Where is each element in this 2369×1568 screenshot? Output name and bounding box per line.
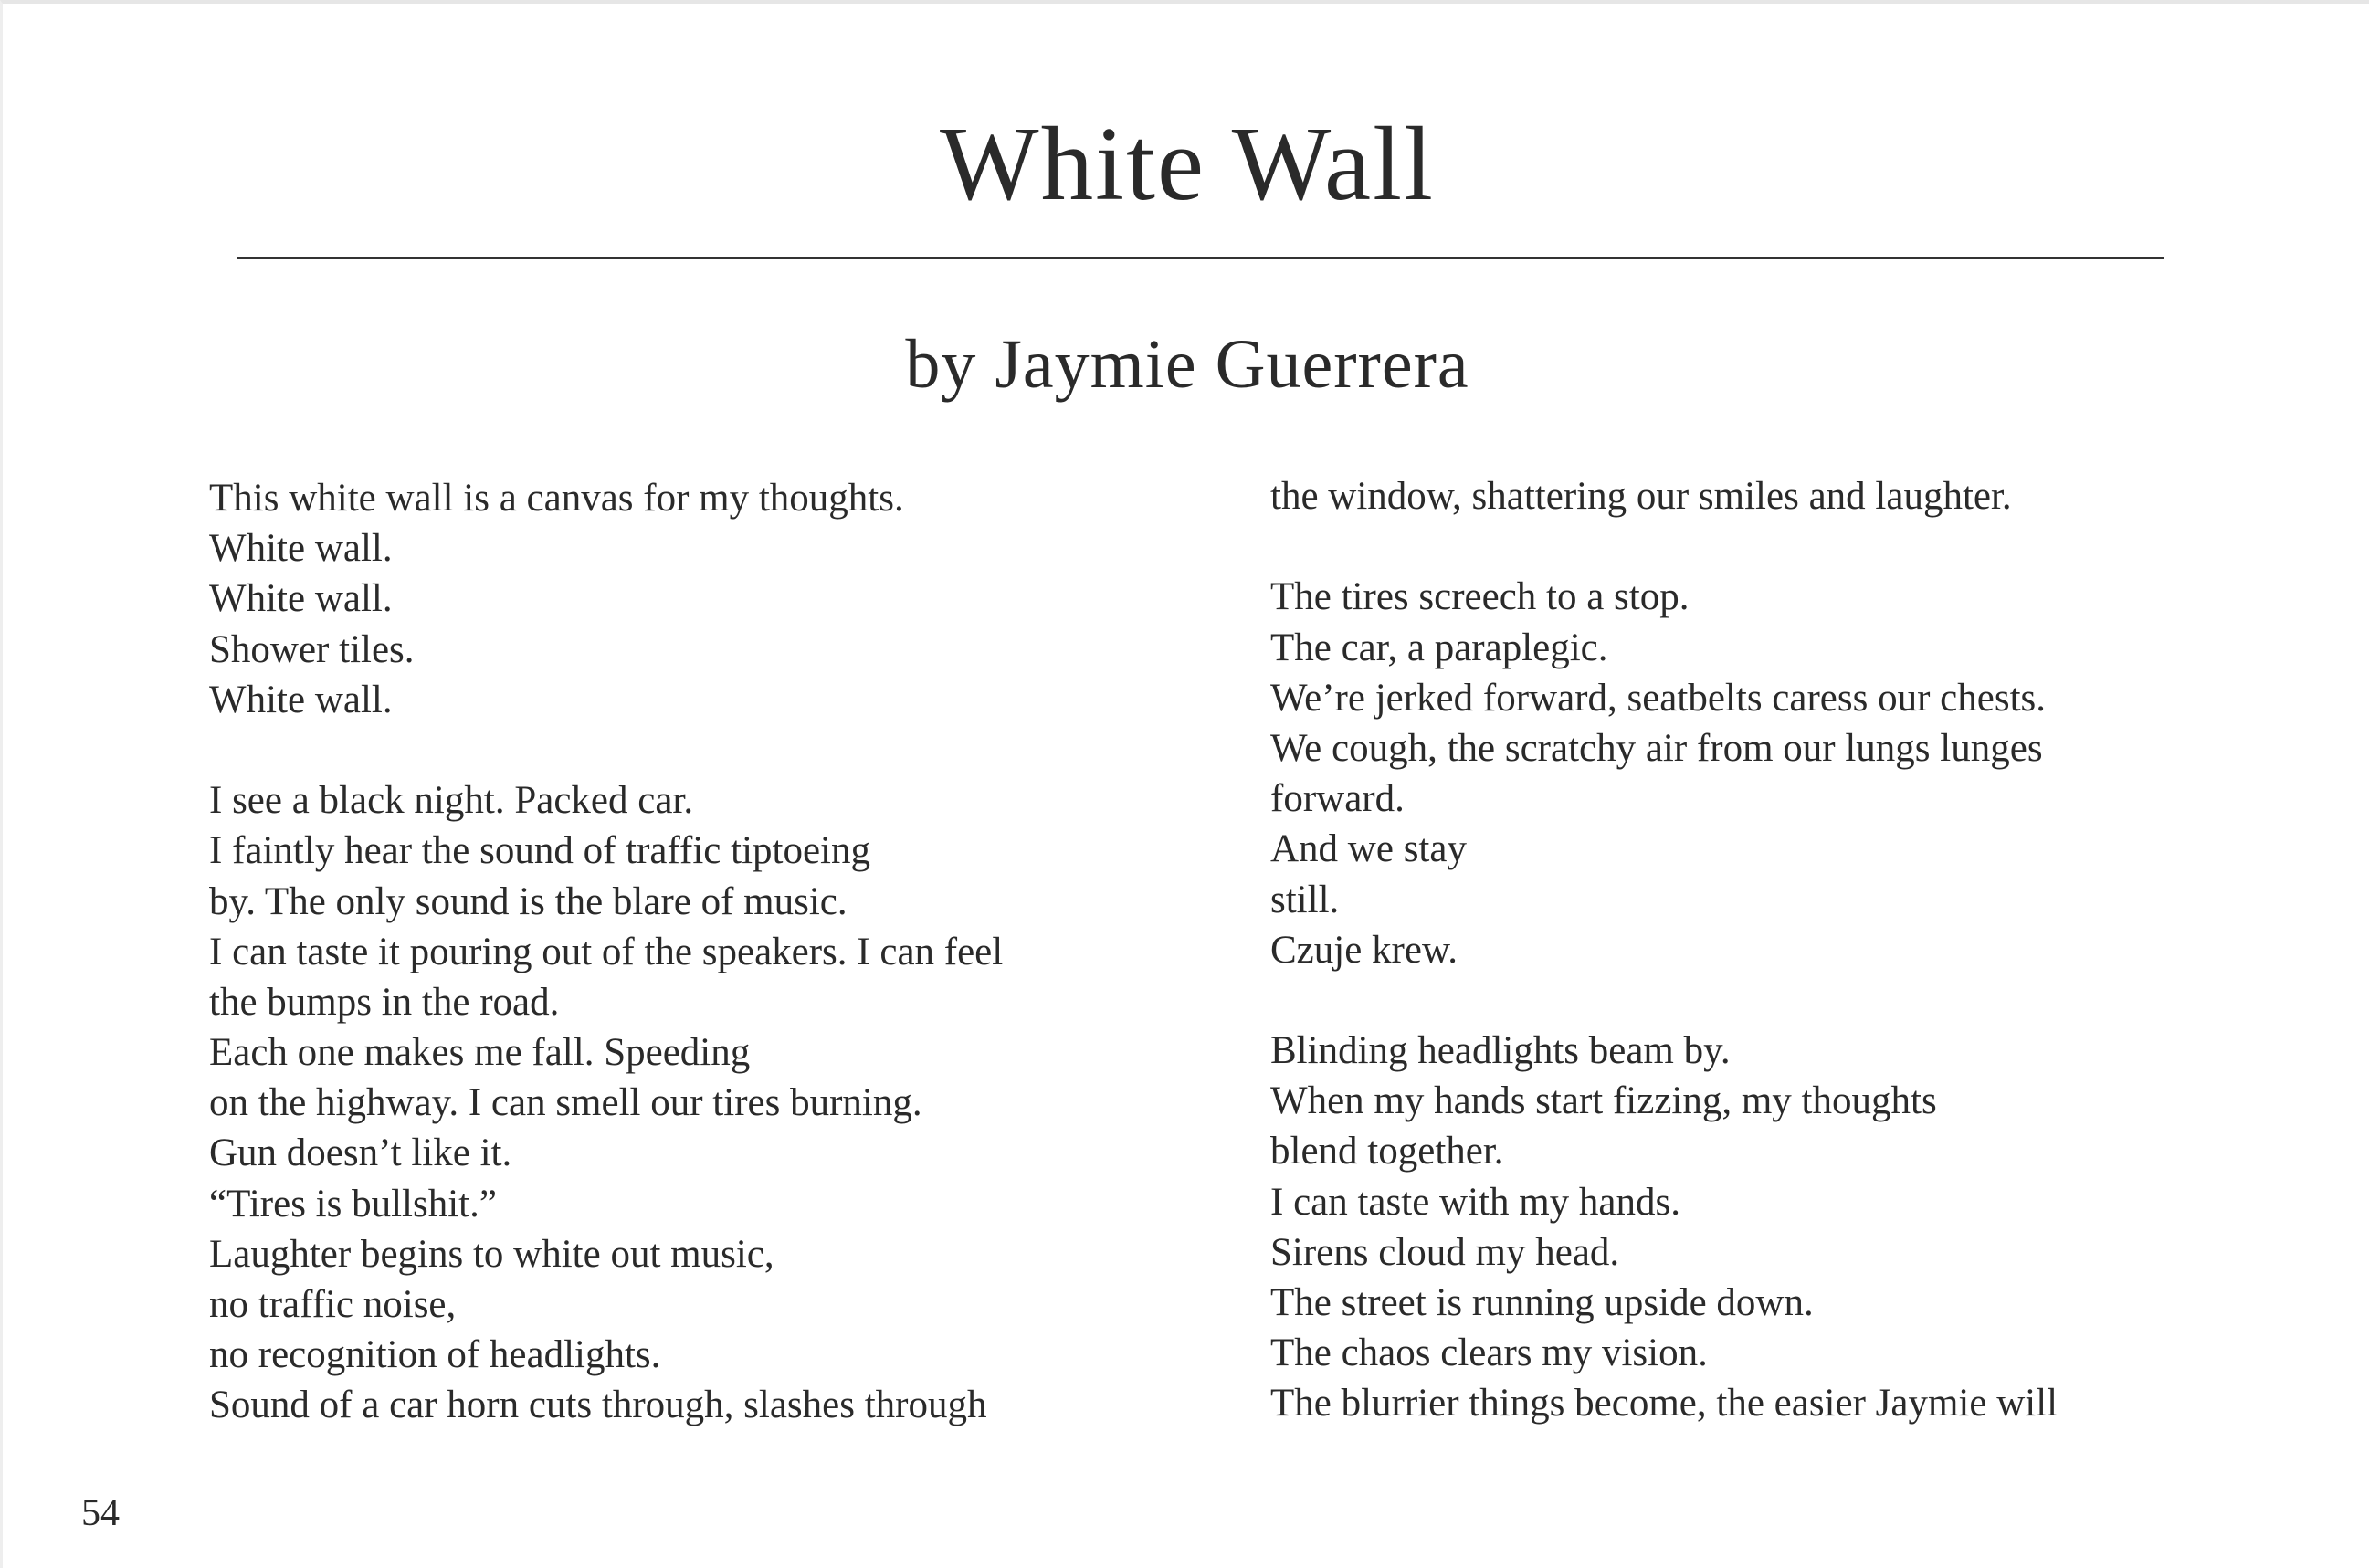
- poem-line: I see a black night. Packed car.: [209, 779, 694, 823]
- poem-line: And we stay: [1270, 827, 1467, 871]
- poem-line: the window, shattering our smiles and laughter.: [1270, 475, 2012, 518]
- stanza-break: [1270, 521, 2321, 572]
- poem-line: I faintly hear the sound of traffic tiptoeing: [209, 829, 871, 873]
- poem-line: The street is running upside down.: [1270, 1281, 1814, 1324]
- poem-line: I can taste with my hands.: [1270, 1180, 1681, 1224]
- poem-line: Blinding headlights beam by.: [1270, 1029, 1731, 1073]
- poem-line: The blurrier things become, the easier Jaymie will: [1270, 1382, 2058, 1426]
- poem-line: by. The only sound is the blare of music.: [209, 879, 848, 923]
- poem-line: Sirens cloud my head.: [1270, 1230, 1620, 1274]
- poem-line: This white wall is a canvas for my thoughts.: [209, 477, 904, 520]
- poem-line: Gun doesn’t like it.: [209, 1131, 512, 1175]
- poem-line: When my hands start fizzing, my thoughts: [1270, 1079, 1937, 1123]
- poem-line: still.: [1270, 878, 1340, 921]
- poem-line: The tires screech to a stop.: [1270, 575, 1690, 619]
- page-number: 54: [81, 1492, 120, 1534]
- poem-column-right: [1270, 471, 2321, 1429]
- stanza-break: [1270, 975, 2321, 1026]
- poem-line: Laughter begins to white out music,: [209, 1232, 774, 1276]
- poem-line: I can taste it pouring out of the speakers. I can feel: [209, 930, 1004, 973]
- poem-line: White wall.: [209, 577, 393, 621]
- poem-line: We’re jerked forward, seatbelts caress our chests.: [1270, 676, 2046, 720]
- poem-line: We cough, the scratchy air from our lungs lunges: [1270, 726, 2043, 770]
- poem-line: “Tires is bullshit.”: [209, 1182, 497, 1226]
- author-byline: by Jaymie Guerrera: [905, 326, 1469, 403]
- stanza-break: [209, 725, 1259, 775]
- poem-line: Shower tiles.: [209, 627, 415, 671]
- poem-column-left: [209, 473, 1259, 1431]
- poem-line: The car, a paraplegic.: [1270, 626, 1608, 669]
- poem-line: on the highway. I can smell our tires burning.: [209, 1081, 922, 1125]
- poem-line: Czuje krew.: [1270, 928, 1458, 972]
- poem-line: no recognition of headlights.: [209, 1333, 661, 1377]
- poem-line: Sound of a car horn cuts through, slashes through: [209, 1384, 987, 1427]
- poem-line: White wall.: [209, 527, 393, 571]
- poem-line: The chaos clears my vision.: [1270, 1331, 1708, 1375]
- poem-title: White Wall: [940, 106, 1435, 222]
- poem-line: Each one makes me fall. Speeding: [209, 1031, 751, 1075]
- poem-line: blend together.: [1270, 1130, 1504, 1173]
- poem-line: no traffic noise,: [209, 1283, 457, 1326]
- title-divider: [237, 257, 2164, 259]
- poem-line: White wall.: [209, 678, 393, 721]
- poem-line: the bumps in the road.: [209, 980, 560, 1024]
- poem-line: forward.: [1270, 777, 1405, 821]
